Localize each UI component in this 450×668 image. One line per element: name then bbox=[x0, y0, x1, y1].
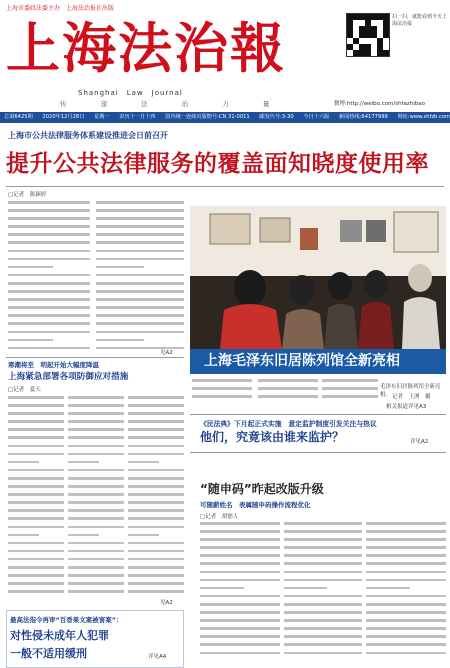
issue-cn-number: 国内统一连续出版物号:CN 31-0011 bbox=[165, 114, 250, 120]
body-text-line bbox=[8, 331, 90, 334]
body-text-line bbox=[284, 643, 362, 646]
body-text-line bbox=[68, 534, 99, 537]
issue-number: 总第6425期 bbox=[4, 114, 33, 120]
civil-code-kicker: 《民法典》下月起正式实施 意定监护制度引发关注与热议 bbox=[200, 420, 377, 428]
body-text-line bbox=[200, 652, 280, 655]
body-text-line bbox=[8, 306, 90, 309]
body-text-line bbox=[8, 217, 90, 220]
website: 网址:www.shfzb.com bbox=[397, 114, 450, 120]
body-text-line bbox=[8, 322, 90, 325]
issue-pages: 今日十六版 bbox=[303, 114, 330, 120]
publisher-line: 上海市委政法委主办 上海法治报社出版 bbox=[6, 5, 115, 12]
news-hotline: 新闻热线:64177999 bbox=[338, 114, 388, 120]
body-text-line bbox=[68, 461, 99, 464]
body-text-line bbox=[128, 469, 184, 472]
body-text-line bbox=[68, 420, 124, 423]
body-text-line bbox=[68, 453, 124, 456]
body-text-line bbox=[128, 428, 184, 431]
body-text-line bbox=[366, 538, 446, 541]
body-text-line bbox=[366, 627, 446, 630]
body-text-line bbox=[128, 453, 184, 456]
story2-headline[interactable]: 上海紧急部署各项防御应对措施 bbox=[8, 372, 129, 382]
body-text-line bbox=[96, 290, 184, 293]
body-text-line bbox=[128, 396, 184, 399]
body-text-line bbox=[128, 526, 184, 529]
body-text-line bbox=[68, 469, 124, 472]
qr-module bbox=[383, 50, 389, 56]
story2-kicker: 寒潮将至 明起开始大幅度降温 bbox=[8, 361, 99, 369]
bottom-story-headline-1[interactable]: 对性侵未成年人犯罪 bbox=[10, 629, 109, 642]
body-text-line bbox=[366, 554, 446, 557]
body-text-line bbox=[8, 233, 90, 236]
body-text-line bbox=[96, 217, 184, 220]
photo-caption bbox=[190, 349, 446, 374]
follow-code-subhead: 可随薪姓名 表属随申码操作流程优化 bbox=[200, 501, 311, 509]
body-text-line bbox=[8, 445, 64, 448]
follow-code-column-1 bbox=[200, 522, 280, 664]
body-text-line bbox=[200, 530, 280, 533]
photo-story-column-2 bbox=[258, 379, 318, 409]
body-text-line bbox=[8, 461, 39, 464]
issue-weekday: 星期一 bbox=[94, 114, 110, 120]
body-text-line bbox=[8, 266, 53, 269]
story2-byline: □记者 夏天 bbox=[8, 387, 41, 393]
bottom-story-continued[interactable]: 详见A4 bbox=[148, 654, 167, 660]
body-text-line bbox=[8, 566, 64, 569]
body-text-line bbox=[68, 404, 124, 407]
body-text-line bbox=[200, 643, 280, 646]
body-text-line bbox=[284, 619, 362, 622]
body-text-line bbox=[96, 241, 184, 244]
body-text-line bbox=[68, 396, 124, 399]
divider bbox=[190, 414, 446, 415]
body-text-line bbox=[8, 314, 90, 317]
body-text-line bbox=[366, 652, 446, 655]
body-text-line bbox=[96, 306, 184, 309]
body-text-line bbox=[322, 387, 378, 390]
body-text-line bbox=[8, 290, 90, 293]
body-text-line bbox=[8, 534, 39, 537]
body-text-line bbox=[8, 501, 64, 504]
body-text-line bbox=[284, 562, 362, 565]
body-text-line bbox=[128, 412, 184, 415]
body-text-line bbox=[68, 501, 124, 504]
body-text-line bbox=[8, 209, 90, 212]
body-text-line bbox=[8, 241, 90, 244]
body-text-line bbox=[8, 396, 64, 399]
body-text-line bbox=[200, 579, 280, 582]
lead-body-column-2 bbox=[96, 201, 184, 356]
body-text-line bbox=[128, 590, 184, 593]
body-text-line bbox=[68, 517, 124, 520]
body-text-line bbox=[8, 526, 64, 529]
divider bbox=[190, 452, 446, 453]
masthead-english: Shanghai Law Journal bbox=[78, 89, 183, 97]
body-text-line bbox=[192, 387, 252, 390]
body-text-line bbox=[284, 571, 362, 574]
body-text-line bbox=[258, 395, 318, 398]
body-text-line bbox=[200, 546, 280, 549]
body-text-line bbox=[68, 436, 124, 439]
body-text-line bbox=[128, 404, 184, 407]
body-text-line bbox=[8, 412, 64, 415]
story2-column-2 bbox=[68, 396, 124, 606]
lead-body-column-1 bbox=[8, 201, 90, 356]
issue-lunar-date: 农历十一月十四 bbox=[119, 114, 156, 120]
body-text-line bbox=[96, 314, 184, 317]
body-text-line bbox=[128, 509, 184, 512]
body-text-line bbox=[322, 395, 378, 398]
body-text-line bbox=[200, 554, 280, 557]
body-text-line bbox=[200, 611, 280, 614]
body-text-line bbox=[96, 250, 184, 253]
body-text-line bbox=[128, 493, 184, 496]
body-text-line bbox=[8, 509, 64, 512]
body-text-line bbox=[128, 517, 184, 520]
body-text-line bbox=[284, 603, 362, 606]
body-text-line bbox=[68, 509, 124, 512]
body-text-line bbox=[366, 562, 446, 565]
follow-code-column-3 bbox=[366, 522, 446, 664]
photo-story-continued[interactable]: 相关报道详见A3 bbox=[386, 404, 427, 410]
exhibition-photo bbox=[190, 206, 446, 349]
body-text-line bbox=[200, 522, 280, 525]
body-text-line bbox=[8, 590, 64, 593]
body-text-line bbox=[96, 298, 184, 301]
weibo-link[interactable]: 微博:http://weibo.com/shfazhibao bbox=[334, 101, 426, 107]
body-text-line bbox=[8, 558, 64, 561]
body-text-line bbox=[128, 550, 184, 553]
body-text-line bbox=[128, 542, 184, 545]
body-text-line bbox=[8, 347, 90, 350]
body-text-line bbox=[200, 595, 280, 598]
photo-story-column-1 bbox=[192, 379, 252, 409]
story2-column-1 bbox=[8, 396, 64, 606]
body-text-line bbox=[128, 534, 159, 537]
body-text-line bbox=[68, 566, 124, 569]
civil-code-continued[interactable]: 详见A2 bbox=[410, 439, 429, 445]
qr-caption: 扫一扫，就能看到今天上海法治报 bbox=[392, 14, 448, 27]
photo-story-column-3 bbox=[322, 379, 378, 409]
body-text-line bbox=[68, 582, 124, 585]
divider bbox=[6, 186, 444, 187]
body-text-line bbox=[284, 522, 362, 525]
body-text-line bbox=[68, 412, 124, 415]
body-text-line bbox=[96, 266, 144, 269]
follow-code-column-2 bbox=[284, 522, 362, 664]
body-text-line bbox=[284, 587, 327, 590]
body-text-line bbox=[8, 469, 64, 472]
body-text-line bbox=[96, 331, 184, 334]
body-text-line bbox=[8, 485, 64, 488]
body-text-line bbox=[322, 379, 378, 382]
body-text-line bbox=[200, 571, 280, 574]
body-text-line bbox=[96, 225, 184, 228]
body-text-line bbox=[284, 554, 362, 557]
body-text-line bbox=[8, 201, 90, 204]
body-text-line bbox=[366, 603, 446, 606]
body-text-line bbox=[96, 339, 144, 342]
body-text-line bbox=[8, 258, 90, 261]
civil-code-headline[interactable]: 他们，究竟该由谁来监护？ bbox=[200, 430, 345, 444]
body-text-line bbox=[8, 250, 90, 253]
body-text-line bbox=[8, 282, 90, 285]
body-text-line bbox=[366, 595, 446, 598]
body-text-line bbox=[8, 225, 90, 228]
body-text-line bbox=[68, 542, 124, 545]
body-text-line bbox=[366, 571, 446, 574]
body-text-line bbox=[8, 404, 64, 407]
masthead-slogan: 传 递 法 治 力 量 bbox=[60, 100, 286, 108]
body-text-line bbox=[128, 436, 184, 439]
body-text-line bbox=[200, 603, 280, 606]
body-text-line bbox=[128, 485, 184, 488]
lead-headline[interactable]: 提升公共法律服务的覆盖面知晓度使用率 bbox=[6, 151, 429, 177]
body-text-line bbox=[284, 538, 362, 541]
body-text-line bbox=[258, 387, 318, 390]
body-text-line bbox=[366, 546, 446, 549]
body-text-line bbox=[128, 566, 184, 569]
body-text-line bbox=[192, 379, 252, 382]
body-text-line bbox=[128, 582, 184, 585]
body-text-line bbox=[128, 477, 184, 480]
follow-code-byline: □记者 胡德人 bbox=[200, 514, 239, 520]
body-text-line bbox=[200, 587, 244, 590]
body-text-line bbox=[128, 461, 159, 464]
body-text-line bbox=[284, 611, 362, 614]
body-text-line bbox=[284, 579, 362, 582]
divider bbox=[6, 357, 184, 358]
issue-info-bar bbox=[0, 112, 450, 123]
body-text-line bbox=[8, 550, 64, 553]
lead-byline: □记者 陈颖婷 bbox=[8, 192, 47, 198]
body-text-line bbox=[8, 493, 64, 496]
photo-credit: 记者 王湧 摄 bbox=[392, 394, 431, 400]
body-text-line bbox=[200, 635, 280, 638]
body-text-line bbox=[8, 339, 53, 342]
body-text-line bbox=[258, 379, 318, 382]
lead-kicker: 上海市公共法律服务体系建设推进会日前召开 bbox=[8, 131, 168, 140]
bottom-story-kicker: 最高法指令再审“百香果文案被害案”： bbox=[10, 616, 123, 624]
body-text-line bbox=[366, 579, 446, 582]
body-text-line bbox=[96, 322, 184, 325]
body-text-line bbox=[366, 643, 446, 646]
body-text-line bbox=[8, 574, 64, 577]
body-text-line bbox=[366, 530, 446, 533]
body-text-line bbox=[128, 445, 184, 448]
body-text-line bbox=[284, 595, 362, 598]
body-text-line bbox=[128, 501, 184, 504]
issue-postal-code: 邮发代号:3-30 bbox=[259, 114, 294, 120]
body-text-line bbox=[366, 522, 446, 525]
body-text-line bbox=[68, 485, 124, 488]
body-text-line bbox=[366, 619, 446, 622]
body-text-line bbox=[68, 590, 124, 593]
follow-code-headline[interactable]: “随申码”昨起改版升级 bbox=[200, 482, 324, 496]
body-text-line bbox=[366, 587, 410, 590]
body-text-line bbox=[96, 233, 184, 236]
body-text-line bbox=[8, 420, 64, 423]
body-text-line bbox=[68, 445, 124, 448]
body-text-line bbox=[8, 274, 90, 277]
body-text-line bbox=[68, 428, 124, 431]
body-text-line bbox=[366, 611, 446, 614]
body-text-line bbox=[68, 574, 124, 577]
photo-note: 毛泽东旧居陈列馆全新亮相。 bbox=[380, 384, 441, 398]
body-text-line bbox=[200, 619, 280, 622]
story2-column-3 bbox=[128, 396, 184, 606]
body-text-line bbox=[8, 582, 64, 585]
body-text-line bbox=[68, 493, 124, 496]
newspaper-masthead: 上海法治報 bbox=[6, 16, 286, 80]
story2-continued[interactable]: 见A2 bbox=[160, 600, 173, 606]
photo-caption-text: 上海毛泽东旧居陈列馆全新亮相 bbox=[204, 353, 400, 369]
body-text-line bbox=[200, 562, 280, 565]
body-text-line bbox=[200, 538, 280, 541]
body-text-line bbox=[96, 209, 184, 212]
body-text-line bbox=[8, 542, 64, 545]
body-text-line bbox=[200, 627, 280, 630]
body-text-line bbox=[192, 395, 252, 398]
body-text-line bbox=[284, 530, 362, 533]
body-text-line bbox=[8, 428, 64, 431]
body-text-line bbox=[96, 274, 184, 277]
qr-code-icon bbox=[346, 13, 390, 57]
bottom-story-headline-2[interactable]: 一般不适用缓刑 bbox=[10, 647, 87, 660]
body-text-line bbox=[284, 635, 362, 638]
body-text-line bbox=[96, 282, 184, 285]
body-text-line bbox=[68, 558, 124, 561]
body-text-line bbox=[8, 517, 64, 520]
body-text-line bbox=[96, 201, 184, 204]
body-text-line bbox=[8, 298, 90, 301]
body-text-line bbox=[96, 258, 184, 261]
body-text-line bbox=[284, 546, 362, 549]
body-text-line bbox=[284, 652, 362, 655]
body-text-line bbox=[68, 526, 124, 529]
lead-continued[interactable]: 见A2 bbox=[160, 350, 173, 356]
body-text-line bbox=[8, 453, 64, 456]
body-text-line bbox=[128, 574, 184, 577]
body-text-line bbox=[128, 558, 184, 561]
body-text-line bbox=[366, 635, 446, 638]
body-text-line bbox=[128, 420, 184, 423]
body-text-line bbox=[284, 627, 362, 630]
body-text-line bbox=[68, 477, 124, 480]
body-text-line bbox=[8, 477, 64, 480]
body-text-line bbox=[68, 550, 124, 553]
body-text-line bbox=[8, 436, 64, 439]
issue-date: 2020年12月28日 bbox=[42, 114, 85, 120]
